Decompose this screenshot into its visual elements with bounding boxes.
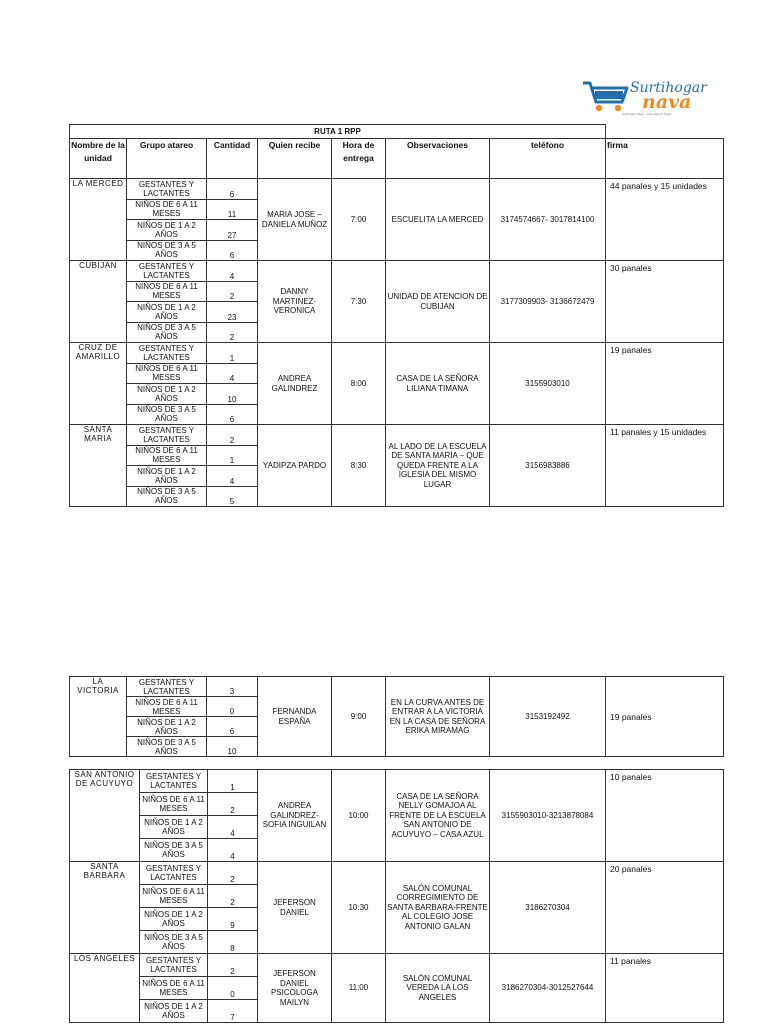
age-group: NIÑOS DE 3 A 5 AÑOS [127,486,207,507]
quantity: 2 [207,281,258,302]
age-group: NIÑOS DE 6 A 11 MESES [127,199,207,220]
phone: 3186270304-3012527644 [490,954,606,1023]
receiver: JEFERSON DANIEL PSICOLOGA MAILYN [258,954,332,1023]
header-delivery-time: Hora de entrega [332,139,386,179]
signature: 20 panales [606,862,724,954]
age-group: GESTANTES Y LACTANTES [140,770,208,793]
quantity: 6 [207,717,258,737]
observations: SALÓN COMUNAL CORREGIMIENTO DE SANTA BARBARA-FRENTE AL COLEGIO JOSE ANTONIO GALAN [386,862,490,954]
quantity: 2 [207,425,258,446]
route-table-3 [69,769,724,1023]
age-group: NIÑOS DE 1 A 2 AÑOS [127,302,207,323]
age-group: GESTANTES Y LACTANTES [127,425,207,446]
delivery-time: 8:30 [332,425,386,507]
delivery-time: 10:30 [332,862,386,954]
age-group: GESTANTES Y LACTANTES [140,862,208,885]
age-group: NIÑOS DE 6 A 11 MESES [140,793,208,816]
table-row [70,677,724,697]
age-group: NIÑOS DE 3 A 5 AÑOS [140,931,208,954]
signature: 44 panales y 15 unidades [606,179,724,261]
delivery-time: 7:30 [332,261,386,343]
delivery-time: 11:00 [332,954,386,1023]
age-group: NIÑOS DE 1 A 2 AÑOS [140,816,208,839]
age-group: GESTANTES Y LACTANTES [127,343,207,364]
unit-name: SANTA MARIA [70,425,127,507]
table-row [70,770,724,793]
unit-name: SAN ANTONIO DE ACUYUYO [70,770,140,862]
phone: 3177309903- 3136672479 [490,261,606,343]
receiver: JEFERSON DANIEL [258,862,332,954]
quantity: 2 [208,793,258,816]
table-row [70,179,724,200]
signature: 11 panales y 15 unidades [606,425,724,507]
age-group: NIÑOS DE 1 A 2 AÑOS [127,384,207,405]
signature: 11 panales [606,954,724,1023]
unit-name: CRUZ DE AMARILLO [70,343,127,425]
age-group: NIÑOS DE 6 A 11 MESES [127,445,207,466]
phone: 3153192492 [490,677,606,757]
table-row [70,954,724,977]
age-group: NIÑOS DE 3 A 5 AÑOS [127,240,207,261]
quantity: 0 [207,697,258,717]
table-row [70,862,724,885]
route-table-2 [69,676,724,757]
age-group: NIÑOS DE 6 A 11 MESES [140,977,208,1000]
age-group: NIÑOS DE 1 A 2 AÑOS [127,466,207,487]
age-group: NIÑOS DE 3 A 5 AÑOS [140,839,208,862]
quantity: 1 [208,770,258,793]
receiver: YADIPZA PARDO [258,425,332,507]
age-group: GESTANTES Y LACTANTES [127,261,207,282]
header-quantity: Cantidad [207,139,258,179]
quantity: 4 [208,816,258,839]
quantity: 6 [207,179,258,200]
quantity: 7 [208,1000,258,1023]
unit-name: CUBIJAN [70,261,127,343]
quantity: 9 [208,908,258,931]
route-title: RUTA 1 RPP [70,125,606,139]
quantity: 2 [208,885,258,908]
header-observations: Observaciones [386,139,490,179]
logo-text-bottom: nava [642,91,692,113]
quantity: 11 [207,199,258,220]
observations: SALÓN COMUNAL VEREDA LA LOS ANGELES [386,954,490,1023]
phone: 3186270304 [490,862,606,954]
logo-tagline: Surtihogar Nava - todo para su hogar [622,112,672,116]
quantity: 4 [207,363,258,384]
quantity: 3 [207,677,258,697]
age-group: NIÑOS DE 1 A 2 AÑOS [140,908,208,931]
delivery-time: 7:00 [332,179,386,261]
signature: 19 panales [606,677,724,757]
quantity: 6 [207,240,258,261]
quantity: 5 [207,486,258,507]
quantity: 2 [208,862,258,885]
observations: EN LA CURVA ANTES DE ENTRAR A LA VICTORIA EN LA CASA DE SEÑORA ERIKA MIRAMAG [386,677,490,757]
signature: 10 panales [606,770,724,862]
shopping-cart-icon [582,80,630,114]
quantity: 4 [208,839,258,862]
age-group: GESTANTES Y LACTANTES [127,677,207,697]
age-group: NIÑOS DE 1 A 2 AÑOS [127,717,207,737]
quantity: 10 [207,384,258,405]
age-group: NIÑOS DE 1 A 2 AÑOS [140,1000,208,1023]
unit-name: LOS ANGELES [70,954,140,1023]
signature: 19 panales [606,343,724,425]
header-unit-name: Nombre de la unidad [70,139,127,179]
table-row [70,425,724,446]
receiver: ANDREA GALINDREZ-SOFIA INGUILAN [258,770,332,862]
quantity: 10 [207,737,258,757]
header-receiver: Quien recibe [258,139,332,179]
phone: 3156983886 [490,425,606,507]
quantity: 8 [208,931,258,954]
unit-name: LA MERCED [70,179,127,261]
quantity: 27 [207,220,258,241]
quantity: 6 [207,404,258,425]
logo-text-top: Surtihogar [630,80,707,96]
quantity: 1 [207,343,258,364]
age-group: NIÑOS DE 3 A 5 AÑOS [127,404,207,425]
signature: 30 panales [606,261,724,343]
quantity: 1 [207,445,258,466]
receiver: FERNANDA ESPAÑA [258,677,332,757]
age-group: NIÑOS DE 1 A 2 AÑOS [127,220,207,241]
age-group: NIÑOS DE 6 A 11 MESES [127,697,207,717]
quantity: 23 [207,302,258,323]
receiver: ANDREA GALINDREZ [258,343,332,425]
quantity: 2 [207,322,258,343]
header-age-group: Grupo atareo [127,139,207,179]
store-logo [582,78,707,120]
delivery-time: 8:00 [332,343,386,425]
table-row [70,343,724,364]
age-group: GESTANTES Y LACTANTES [127,179,207,200]
route-table-1 [69,124,724,507]
age-group: NIÑOS DE 6 A 11 MESES [140,885,208,908]
phone: 3174574667- 3017814100 [490,179,606,261]
quantity: 0 [208,977,258,1000]
receiver: MARIA JOSE – DANIELA MUÑOZ [258,179,332,261]
quantity: 4 [207,261,258,282]
quantity: 4 [207,466,258,487]
table-row [70,261,724,282]
delivery-time: 10:00 [332,770,386,862]
age-group: NIÑOS DE 6 A 11 MESES [127,363,207,384]
title-blank-cell [606,125,724,139]
quantity: 2 [208,954,258,977]
unit-name: SANTA BARBARA [70,862,140,954]
delivery-time: 9:00 [332,677,386,757]
header-signature: firma [606,139,724,179]
age-group: NIÑOS DE 6 A 11 MESES [127,281,207,302]
receiver: DANNY MARTINEZ-VERONICA [258,261,332,343]
age-group: GESTANTES Y LACTANTES [140,954,208,977]
phone: 3155903010 [490,343,606,425]
phone: 3155903010-3213878084 [490,770,606,862]
age-group: NIÑOS DE 3 A 5 AÑOS [127,737,207,757]
observations: CASA DE LA SEÑORA LILIANA TIMANA [386,343,490,425]
observations: UNIDAD DE ATENCION DE CUBIJAN [386,261,490,343]
header-phone: teléfono [490,139,606,179]
unit-name: LA VICTORIA [70,677,127,757]
age-group: NIÑOS DE 3 A 5 AÑOS [127,322,207,343]
observations: ESCUELITA LA MERCED [386,179,490,261]
observations: CASA DE LA SEÑORA NELLY GOMAJOA AL FRENTE DE LA ESCUELA SAN ANTONIO DE ACUYUYO – CASA AZUL [386,770,490,862]
observations: AL LADO DE LA ESCUELA DE SANTA MARÍA – QUE QUEDA FRENTE A LA IGLESIA DEL MISMO LUGAR [386,425,490,507]
